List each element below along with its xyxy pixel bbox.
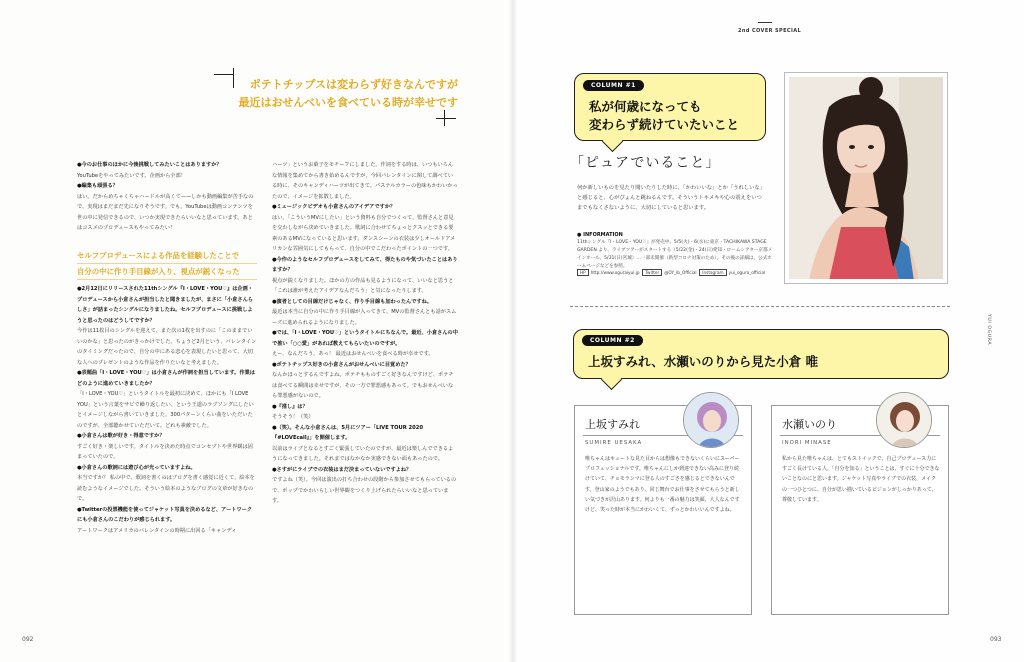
question: ●小倉さんは歌が好き・得意ですか？ [77,433,165,439]
avatar [683,392,739,448]
column-2-title: 上坂すみれ、水瀬いのりから見た小倉 唯 [588,354,819,369]
answer: そうそう！（笑） [272,414,314,420]
card-roman-name: SUMIRE UESAKA [585,440,643,446]
crop-mark [214,74,234,75]
avatar-illustration [877,393,932,448]
answer: はい。「こういうMVにしたい」という資料も自分でつくって、監督さんと意見を交わしながら決めていきました。歌詞に合わせてちょっとクスッとできる要素のあるMVになっていると思います。ダンスシーンの衣装は少しオールドアメリカンな雰囲気にしてもらって、自分の中でこだわったポイントの一つです。 [272,214,456,252]
question: ●編集も頑張る？ [77,183,118,189]
section-divider [570,306,950,307]
question: ●さすがにライブでの衣装はまだ決まっていないですよね？ [272,466,412,473]
interview-column-b [272,160,458,620]
question: ●ミュージックビデオも小倉さんのアイデアですか？ [272,204,396,210]
crop-mark [436,118,456,119]
answer: 本当ですか？ 私の中で、歌詞を書くのはブログを書く感覚に近くて、絵本を読むようなイメージでした。そういう絵本のようなブログの文章が好きなので。 [77,475,255,502]
question: ●ポテトチップス好きの小倉さんがおせんべいに目覚めた？ [272,361,411,368]
information-text: 11thシングル『I・LOVE・YOU♡』が発売中。5/5(火)・6(水)に東京・TACHIKAWA STAGE GARDEN より、ライブツアーがスタートする（5/22(金)・24(日)愛知・ロームシアター京都メインホール、5/31(日)宮城）…一部未開催（新型コロナ対策のため）。その後の詳細は、公式ホームページなどを参照。 [577,240,773,269]
link-tag-hp: HP [577,269,589,276]
column-1-body: 何か新しいものを見たり聞いたりした時に、「かわいいな」とか「うれしいな」と感じると、心がぴょんと跳ねるんです。そういうトキメキや心の震えをいつまでもなくさないように、大切にしていると思います。 [577,185,766,211]
interview-column-a2 [77,284,257,620]
question: ●『推し』は？ [272,403,308,410]
avatar [876,392,932,448]
answer: はい。だからめちゃくちゃハードルが高くて——しかも動画編集が苦手なので、実現はまだまだ先になりそうです。でも、YouTubeは動画コンテンツを世の中に発信できるので、いつか実現できたらいいなと思っています。あとはコスメのプロデュースもやってみたい！ [77,193,254,231]
column-1-title-line-1: 私が何歳になっても [589,99,702,114]
column-2-tag: COLUMN #2 [582,335,643,346]
crop-mark [444,110,445,126]
link-twitter[interactable]: @OY_ib_Official [664,270,697,275]
answer: 今作は11枚目のシングルを迎えて、また次の1枚を出すのに「このままでいいのかな」と思ったのがきっかけでした。ちょうど2月という、バレンタインのタイミングだったので、自分の中にある恋心を表現したいと思って、大切な人へのプレゼントのような作品を作りたいなと考えました。 [77,328,257,366]
answer: アートワークはアメリカのバレンタインの時期に出回る「キャンディ [77,527,237,534]
answer: 最近は本当に自分の中に作り手目線が入ってきて、MVの監督さんとも話がスムーズに進められるようになりました。 [272,309,457,326]
question: ●小倉さんの歌詞には遊び心が光っていますよね。 [77,464,196,471]
section-label: 2nd COVER SPECIAL [738,28,802,34]
information-title-text: INFORMATION [583,232,623,238]
portrait-photo [789,77,943,279]
spine-shadow [509,0,517,662]
link-tag-instagram: Instagram [699,269,726,276]
subheading-line-2: 自分の中に作り手目線が入り、視点が鋭くなった [77,264,257,280]
answer: 「I・LOVE・YOU♡」というタイトルを最初に決めて、ほかにも「I LOVE YOU」という言葉をサビで繰り返したい、という王道のラブソングにしたいとイメージしながら書いていきました。300パターンくらい曲をいただいたのですが、全部聴かせていただいて。どれも素敵でした。 [77,391,254,429]
question: ●今のお仕事のほかに今後挑戦してみたいことはありますか？ [77,162,222,168]
answer: ですよね（笑）。今回は演出の打ち合わせの段階から参加させてもらっているので、ポップでかわいらしい世界観をつくり上げられたらいいなと思っています。 [272,477,457,504]
information-title [577,231,773,239]
headline-line-2: 最近はおせんべいを食べている時が幸せです [238,96,458,109]
headline-line-1: ポテトチップスは変わらず好きなんですが [249,78,458,91]
headline [232,76,458,112]
answer: YouTubeをやってみたいです。企画から全部！ [77,172,186,179]
column-2-bubble [573,329,949,379]
column-1-title [589,98,739,134]
answer: ハーツ」というお菓子をモチーフにしました。作詞をする時は、いつもいろんな情報を集めてから書き始めるんですが、今回バレンタインに関して調べている時に、そのキャンディハーツが出てきて。パステルカラーの色味もかわいかったので、イメージを拡散しました。 [272,162,458,200]
section-rule [758,22,772,23]
answer: なんかほっとするんですよね。ポテチもものすごく好きなんですけど、ポテチは食べてる瞬間は幸せですが、その一方で罪悪感もあって。でもおせんべいなら罪悪感がないので。 [272,372,454,399]
column-1-bubble [574,73,766,141]
question: ●今作のようなセルフプロデュースをしてみて、得たものや気づいたことはありますか？ [272,256,458,273]
page-number-right: 093 [990,636,1002,643]
handwritten-quote: 「ピュアでいること」 [570,155,721,171]
card-name: 水瀬いのり [782,418,837,431]
comment-card-uesaka [574,405,752,615]
subheading [77,248,257,280]
answer: 以前はライブとなるとすごく緊張していたのですが、最近は楽しんでできるようになってきました。それまではなかなか実感できない面もあったので。 [272,445,454,462]
question: ●（笑）。そんな小倉さんは、5月にツアー「LIVE TOUR 2020『#LOVEcall』」を開催します。 [272,424,423,441]
answer: すごく好き・楽しいです。タイトルを決めた時点でコンセプトや世界観は固まっていたので。 [77,443,253,460]
avatar-illustration [684,393,739,448]
subheading-line-1: セルフプロデュースによる作品を経験したことで [77,248,257,264]
question: ●2月12日にリリースされた11thシングル『I・LOVE・YOU♡』は企画・プロデュースから小倉さんが担当したと聞きましたが、まさに「小倉さんらしさ」が詰まったシングルになりましたね。セルフプロデュースに挑戦しようと思ったのはどうしてですか？ [77,286,253,324]
info-links [577,270,765,275]
portrait-photo-frame [784,72,948,284]
question: ●表題曲「I・LOVE・YOU♡」は小倉さんが作詞を担当しています。作業はどのように進めていきましたか？ [77,370,255,387]
question: ●では、「I・LOVE・YOU♡」というタイトルにちなんで。最近、小倉さんの中で推い「○○愛」があれば教えてもらいたいのですが。 [272,330,458,347]
question: ●Twitterの投票機能を使ってジャケット写真を決めるなど、アートワークにも小倉さんのこだわりが感じられます。 [77,506,253,523]
card-body: 唯ちゃんはキュートな見た目からは想像もできないくらいにスーパープロフェッショナルです。唯ちゃんにしか到達できない高みに登り続けていて、チョモランマに登る人のすごさを感じるとできないんです。登山家のようでもあり、同じ舞台でお仕事をさせてもらうと新しい気づきが沢山あります。何よりも一番の魅力は笑顔、大人なんですけど、笑った時が本当にかわいくて、ずっとかわいいんですよね。 [585,456,740,514]
portrait-illustration [789,77,943,279]
card-body: 私から見た唯ちゃんは、とてもストイックで、自己プロデュース力にすごく長けている人。「自分を知る」ということは、すぐに十分できないことなのにと思います。ジャケット写真やライブでの衣装、メイクの一つひとつに、自分が思い描いているビジョンがしっかりあって、尊敬しています。 [782,456,940,503]
information-block [577,231,773,271]
link-instagram[interactable]: yui_ogura_official [728,270,766,275]
page-number-left: 092 [22,636,34,643]
card-roman-name: INORI MINASE [782,440,832,446]
interview-column-a [77,160,257,248]
question: ●演者としての目線だけじゃなく、作り手目線も加わったんですね。 [272,298,432,305]
column-1-title-line-2: 変わらず続けていたいこと [589,117,740,132]
side-label: YUI OGURA [986,314,991,346]
comment-card-minase [771,405,949,615]
link-tag-twitter: Twitter [642,269,662,276]
link-hp[interactable]: http://www.oguraiyui.jp [590,270,640,275]
answer: 視点が鋭くなりました。ほかの方の作品も見るようになって、いいなと思うと「これは誰が考えたアイデアなんだろう」と気になったりします。 [272,277,454,294]
column-1-tag: COLUMN #1 [583,80,644,91]
answer: えー、なんだろう。あっ！ 最近はおせんべいを食べる時が幸せです。 [272,351,434,357]
card-name: 上坂すみれ [585,418,640,431]
info-icon: ● [577,232,584,238]
